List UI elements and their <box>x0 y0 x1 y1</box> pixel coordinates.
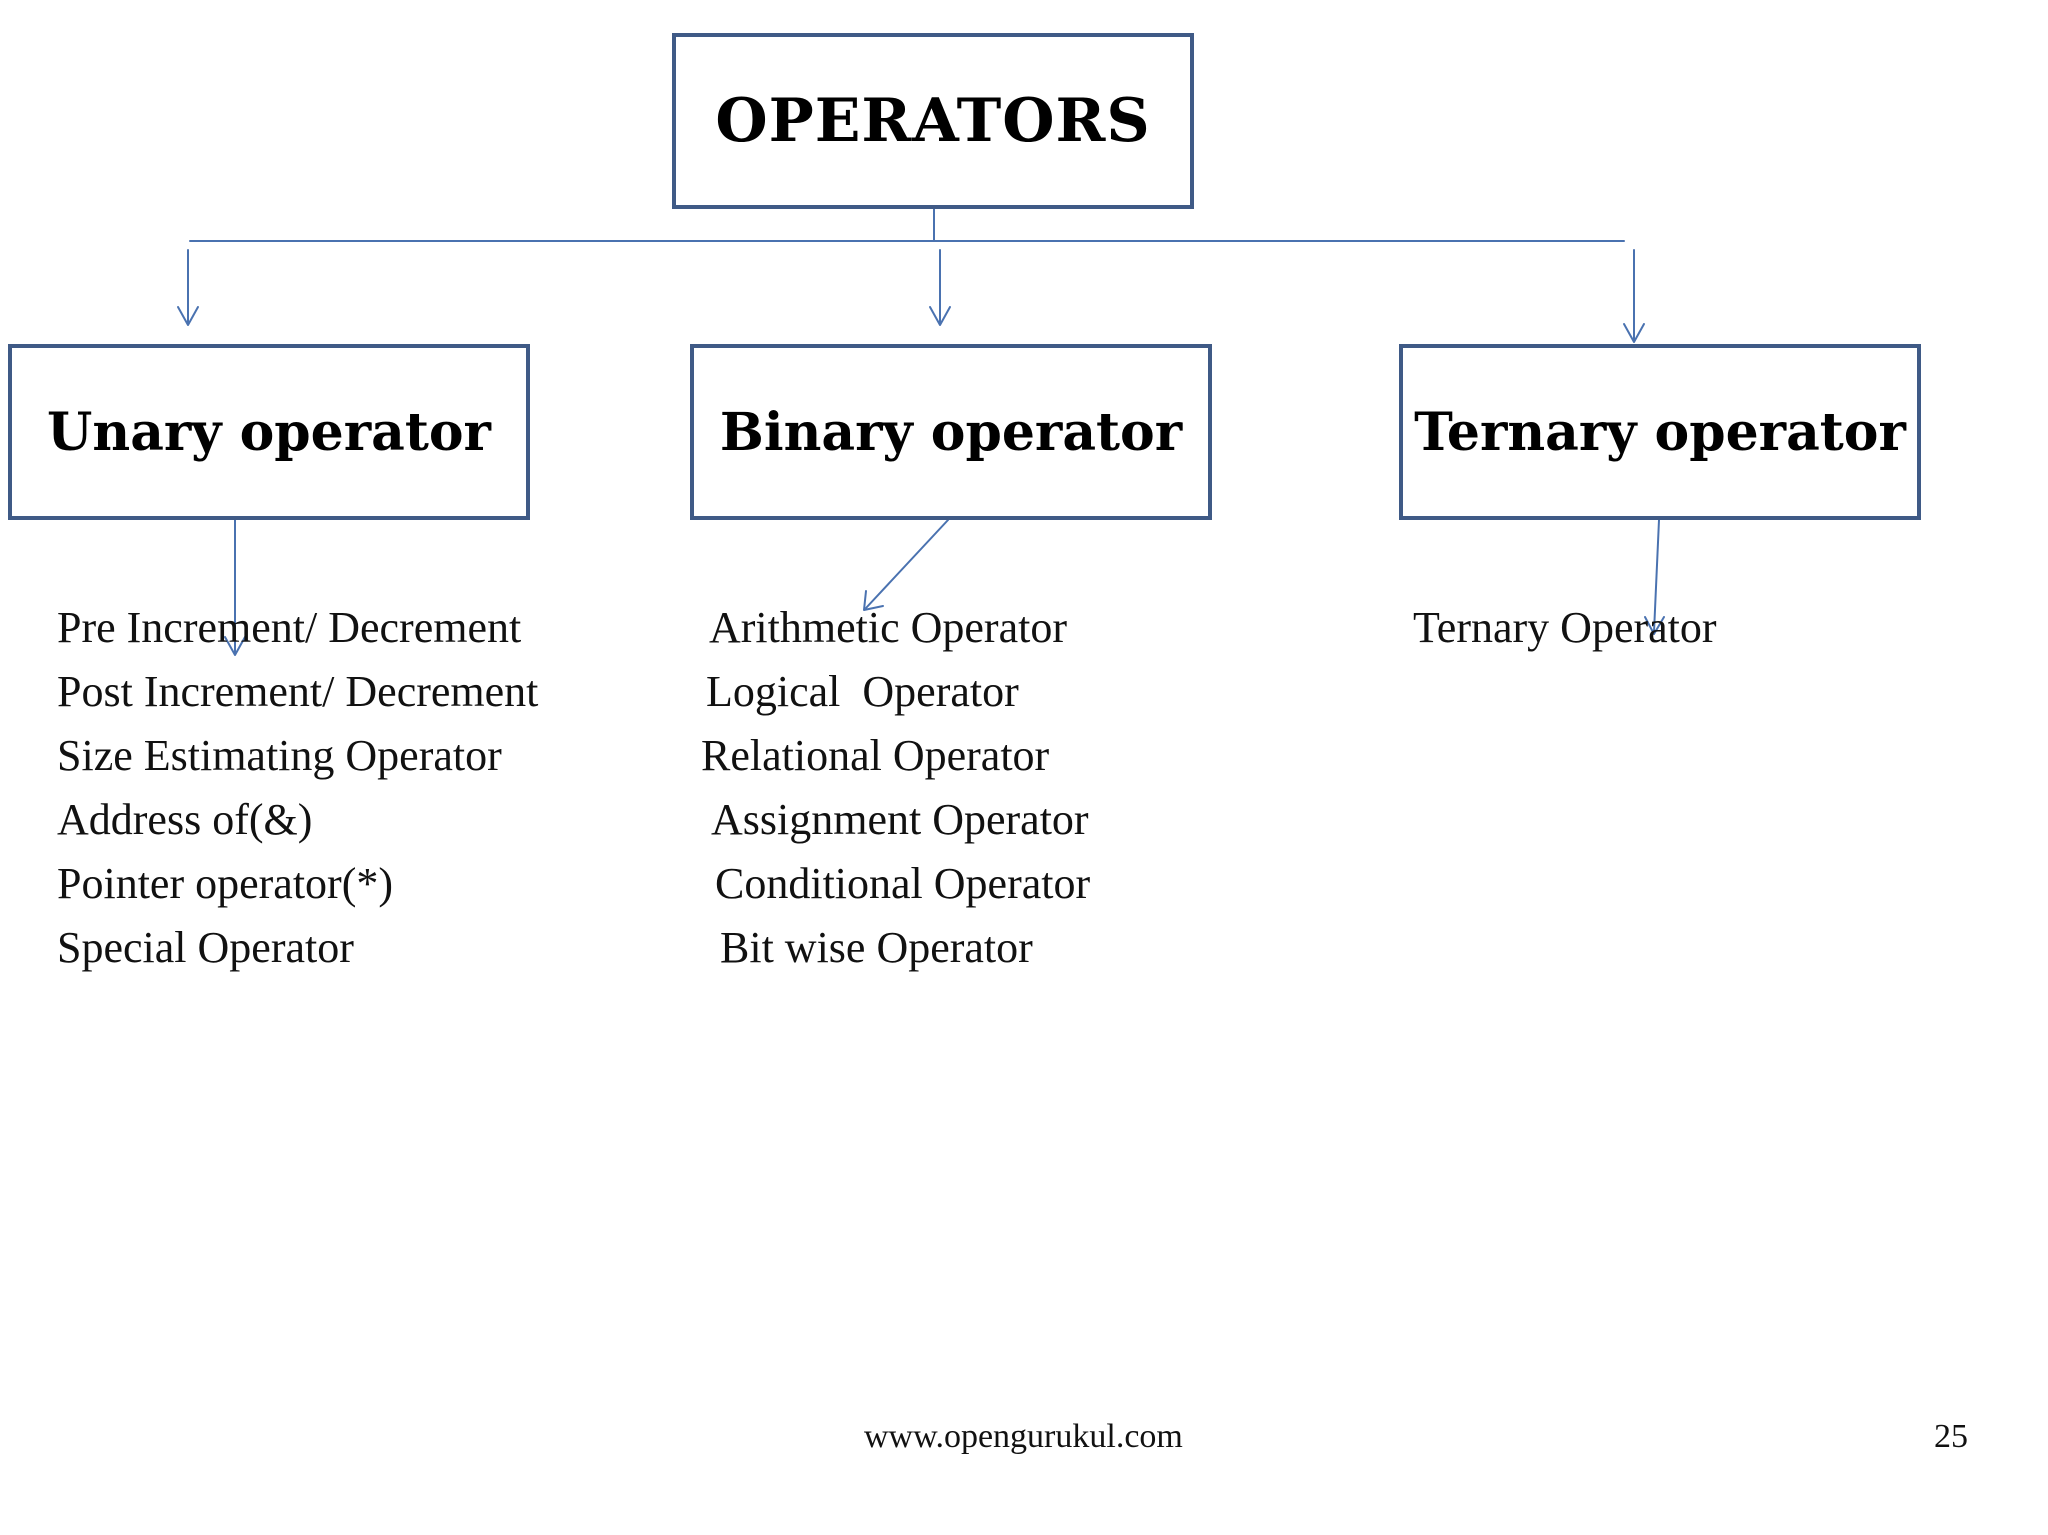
ternary-operator-node <box>1399 344 1921 520</box>
operators-root-label: OPERATORS <box>715 86 1151 156</box>
list-item: Pre Increment/ Decrement <box>57 603 522 652</box>
list-item: Pointer operator(*) <box>57 859 393 908</box>
list-item: Bit wise Operator <box>720 923 1033 972</box>
footer-url: www.opengurukul.com <box>864 1418 1183 1455</box>
binary-operator-label: Binary operator <box>719 401 1183 463</box>
list-item: Address of(&) <box>57 795 313 844</box>
list-item: Ternary Operator <box>1413 603 1717 652</box>
binary-operator-list <box>701 596 1091 980</box>
unary-operator-node <box>8 344 530 520</box>
page-number: 25 <box>1934 1418 1968 1455</box>
operators-root-node <box>672 33 1194 209</box>
arrow-binary-to-list <box>866 520 948 608</box>
binary-operator-node <box>690 344 1212 520</box>
list-item: Arithmetic Operator <box>709 603 1067 652</box>
unary-operator-label: Unary operator <box>47 401 491 463</box>
list-item: Special Operator <box>57 923 354 972</box>
list-item: Assignment Operator <box>711 795 1089 844</box>
list-item: Logical Operator <box>706 667 1019 716</box>
ternary-operator-label: Ternary operator <box>1414 401 1906 463</box>
ternary-operator-list <box>1413 596 1717 660</box>
list-item: Relational Operator <box>701 731 1050 780</box>
list-item: Conditional Operator <box>715 859 1091 908</box>
unary-operator-list <box>57 596 538 980</box>
list-item: Size Estimating Operator <box>57 731 502 780</box>
list-item: Post Increment/ Decrement <box>57 667 539 716</box>
